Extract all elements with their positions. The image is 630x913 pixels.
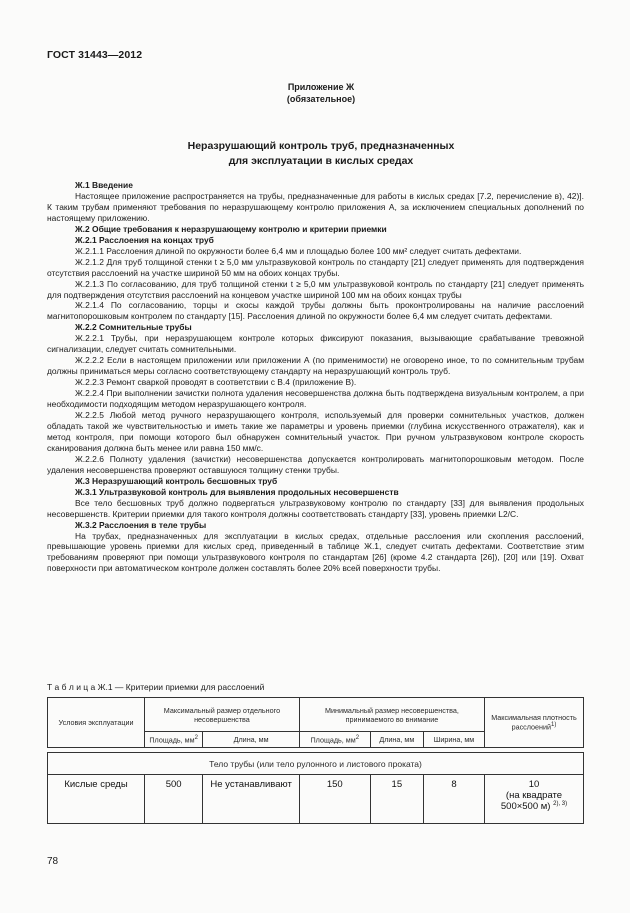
paragraph: Ж.2.1.1 Расслоения длиной по окружности более 6,4 мм и площадью более 100 мм² следует считать дефектами. (75, 245, 522, 256)
paragraph: На трубах, предназначенных для эксплуатации в кислых средах, отдельные расслоения или скопления расслоений, превышающие уровень приемки для кислых сред, приведенный в таблице Ж.1, следует считать дефектами. Соответствие этим требованиям проверяют при помощи ультразвукового контроля по стандартам [26] (кроме 4.2 стандарта [26]), [20] или [19]. Охват поверхности при автоматическом контроле должен составлять более 20% всей поверхности трубы. (47, 530, 584, 574)
document-title-line-1: Неразрушающий контроль труб, предназначенных (187, 140, 455, 152)
paragraph: Ж.2.1.2 Для труб толщиной стенки t ≥ 5,0 мм ультразвуковой контроль по стандарту [21] следует применять для подтверждения отсутствия расслоений на участке шириной 50 мм на обоих концах трубы. (47, 256, 584, 278)
cell-density-area: 500×500 м) (500, 801, 551, 813)
document-body (47, 180, 584, 574)
span-row-body: Тело трубы (или тело рулонного и листового проката) (48, 753, 584, 775)
cell-density-line-3 (488, 801, 580, 812)
section-heading: Ж.1 Введение (75, 180, 133, 190)
subheader-area-2 (299, 732, 370, 748)
cell-conditions: Кислые среды (48, 775, 145, 824)
paragraph: Ж.2.2.5 Любой метод ручного неразрушающего контроля, используемый для проверки сомнительных участков, должен обладать такой же чувствительностью и иметь такие же параметры и уровень приемки (глубина искусственного отражателя), как и метод контроля, при помощи которого был обнаружен сомнительный участок. При ручном ультразвуковом контроле скорость сканирования должна быть менее или равна 150 мм/с. (47, 410, 584, 453)
appendix-status: (обязательное) (286, 94, 356, 104)
section-heading: Ж.3.1 Ультразвуковой контроль для выявления продольных несовершенств (75, 486, 399, 497)
subheader-area (145, 732, 203, 748)
cell-area-2: 150 (299, 775, 370, 824)
subheader-length: Длина, мм (203, 732, 300, 748)
paragraph: Ж.2.2.4 При выполнении зачистки полнота удаления несовершенства должна быть подтверждена визуальным контролем, а при необходимости подходящим методом неразрушающего контроля. (47, 388, 584, 410)
cell-density (485, 775, 584, 824)
section-heading: Ж.2 Общие требования к неразрушающему контролю и критерии приемки (75, 223, 387, 234)
paragraph: Ж.2.2.3 Ремонт сваркой проводят в соответствии с В.4 (приложение В). (75, 377, 357, 388)
header-min-considered: Минимальный размер несовершенства, принимаемого во внимание (299, 698, 484, 732)
standard-code: ГОСТ 31443—2012 (47, 49, 143, 61)
subheader-area-2-label: Площадь, мм (310, 735, 356, 745)
section-heading: Ж.3.2 Расслоения в теле трубы (75, 519, 207, 530)
cell-length: Не устанавливают (203, 775, 300, 824)
header-max-density-label: Максимальная плотность расслоений (491, 713, 577, 732)
paragraph: Ж.2.1.4 По согласованию, торцы и скосы каждой трубы должны быть проконтролированы на наличие расслоений магнитопорошковым контролем по стандарту [15]. Расслоения длиной по окружности более 6,4 мм следует считать дефектами. (47, 300, 584, 322)
table-row (48, 775, 584, 824)
paragraph: Ж.2.2.2 Если в настоящем приложении или приложении А (по применимости) не оговорено иное, то по сомнительным трубам должны приниматься меры согласно соответствующему стандарту на неразрушающий контроль труб. (47, 355, 584, 377)
document-title-line-2: для эксплуатации в кислых средах (228, 155, 414, 167)
subheader-area-2-sup: 2 (355, 734, 360, 741)
cell-density-notes: 2), 3) (553, 801, 568, 807)
header-max-density (485, 698, 584, 748)
section-heading: Ж.2.2 Сомнительные трубы (75, 322, 192, 333)
paragraph: Ж.2.2.6 Полноту удаления (зачистки) несовершенства допускается контролировать магнитопорошковым методом. После удаления несовершенства проверяют оставшуюся толщину стенки трубы. (47, 453, 584, 475)
paragraph: Все тело бесшовных труб должно подвергаться ультразвуковому контролю по стандарту [33] для выявления продольных несовершенств. Критерии приемки для такого контроля должны соответствовать стандарту [33], уровень приемки L2/C. (47, 497, 584, 519)
cell-width: 8 (423, 775, 484, 824)
header-max-density-note: 1) (551, 722, 557, 729)
paragraph: Ж.2.1.3 По согласованию, для труб толщиной стенки t ≥ 5,0 мм ультразвуковой контроль по стандарту [21] следует применять для подтверждения отсутствия расслоений на концевом участке шириной 100 мм на обоих концах трубы (47, 278, 584, 300)
header-conditions: Условия эксплуатации (48, 698, 145, 748)
cell-density-value: 10 (528, 779, 540, 790)
section-heading: Ж.3 Неразрушающий контроль бесшовных труб (75, 475, 278, 486)
section-heading: Ж.2.1 Расслоения на концах труб (75, 234, 214, 245)
header-max-single: Максимальный размер отдельного несовершенства (145, 698, 300, 732)
cell-area: 500 (145, 775, 203, 824)
paragraph: Ж.2.2.1 Трубы, при неразрушающем контроле которых фиксируют показания, вызывающие срабатывание тревожной сигнализации, следует считать сомнительными. (47, 333, 584, 355)
acceptance-criteria-table (47, 697, 584, 824)
table-caption: Т а б л и ц а Ж.1 — Критерии приемки для расслоений (47, 682, 265, 692)
page-number: 78 (47, 856, 59, 867)
cell-density-line-2: (на квадрате (505, 790, 563, 801)
subheader-area-sup: 2 (194, 734, 198, 741)
subheader-length-2: Длина, мм (370, 732, 423, 748)
subheader-area-label: Площадь, мм (149, 735, 195, 745)
subheader-width: Ширина, мм (423, 732, 484, 748)
appendix-title: Приложение Ж (287, 82, 355, 92)
cell-length-2: 15 (370, 775, 423, 824)
paragraph: Настоящее приложение распространяется на трубы, предназначенные для работы в кислых средах [7.2, перечисление в), 42)]. К таким трубам применяют требования по неразрушающему контролю приложения А, за исключением специальных дополнений по настоящему приложению. (47, 190, 584, 223)
